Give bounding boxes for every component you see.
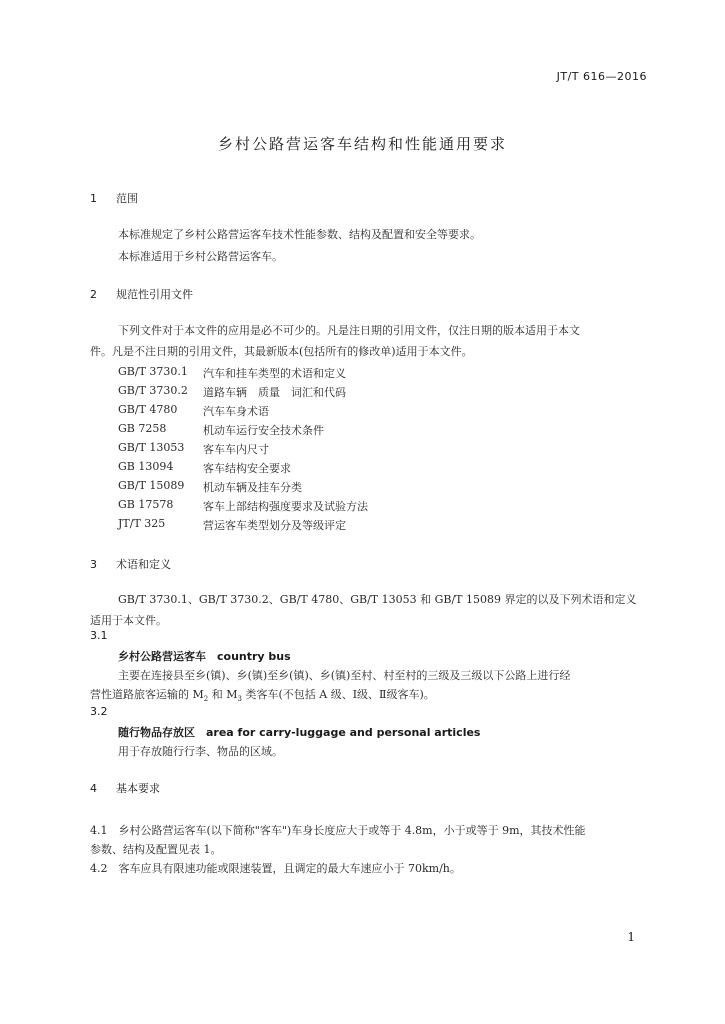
definition-text: 类客车(不包括 A 级、Ⅰ级、Ⅱ级客车)。	[241, 688, 435, 701]
reference-name: 机动车运行安全技术条件	[203, 424, 324, 437]
subscript: 2	[203, 695, 209, 704]
definition-text: 和 M	[208, 688, 238, 701]
reference-name: 客车结构安全要求	[203, 462, 291, 475]
paragraph: 适用于本文件。	[90, 614, 167, 627]
page-number: 1	[627, 930, 635, 944]
reference-name: 汽车车身术语	[203, 405, 269, 418]
term-number: 3.1	[90, 629, 108, 642]
paragraph: 本标准适用于乡村公路营运客车。	[118, 250, 283, 263]
paragraph: 4.2 客车应具有限速功能或限速装置，且调定的最大车速应小于 70km/h。	[90, 862, 461, 875]
section-number: 2	[90, 288, 97, 301]
definition-text: 营性道路旅客运输的 M	[90, 688, 204, 701]
reference-code: JT/T 325	[118, 517, 166, 530]
term-number: 3.2	[90, 705, 108, 718]
section-title: 规范性引用文件	[116, 288, 193, 301]
reference-name: 客车上部结构强度要求及试验方法	[203, 500, 368, 513]
term-title: 随行物品存放区 area for carry-luggage and personal articles	[118, 726, 481, 739]
reference-code: GB/T 3730.1	[118, 365, 188, 378]
reference-code: GB/T 3730.2	[118, 384, 188, 397]
reference-code: GB/T 15089	[118, 479, 185, 492]
reference-code: GB/T 13053	[118, 441, 185, 454]
paragraph: 本标准规定了乡村公路营运客车技术性能参数、结构及配置和安全等要求。	[118, 228, 481, 241]
section-1-heading	[90, 190, 138, 206]
paragraph: GB/T 3730.1、GB/T 3730.2、GB/T 4780、GB/T 13053 和 GB/T 15089 界定的以及下列术语和定义	[118, 593, 637, 606]
subscript: 3	[237, 695, 242, 704]
reference-code: GB 13094	[118, 460, 174, 473]
reference-name: 客车车内尺寸	[203, 443, 269, 456]
section-number: 4	[90, 782, 97, 795]
reference-name: 道路车辆 质量 词汇和代码	[203, 386, 346, 399]
section-number: 1	[90, 192, 97, 205]
paragraph: 参数、结构及配置见表 1。	[90, 843, 222, 856]
reference-code: GB 7258	[118, 422, 167, 435]
section-number: 3	[90, 558, 97, 571]
paragraph: 件。凡是不注日期的引用文件，其最新版本(包括所有的修改单)适用于本文件。	[90, 345, 473, 358]
section-3-heading	[90, 556, 171, 572]
section-title: 术语和定义	[116, 558, 171, 571]
term-definition: 用于存放随行行李、物品的区域。	[118, 745, 283, 758]
section-title: 范围	[116, 192, 138, 205]
standard-number: JT/T 616—2016	[556, 70, 647, 83]
reference-code: GB 17578	[118, 498, 174, 511]
section-2-heading	[90, 286, 193, 302]
term-definition: 主要在连接县至乡(镇)、乡(镇)至乡(镇)、乡(镇)至村、村至村的三级及三级以下公路上进行经	[118, 669, 571, 682]
reference-name: 机动车辆及挂车分类	[203, 481, 302, 494]
reference-name: 汽车和挂车类型的术语和定义	[203, 367, 346, 380]
reference-name: 营运客车类型划分及等级评定	[203, 519, 346, 532]
document-title: 乡村公路营运客车结构和性能通用要求	[217, 135, 507, 153]
section-title: 基本要求	[116, 782, 160, 795]
paragraph: 4.1 乡村公路营运客车(以下简称"客车")车身长度应大于或等于 4.8m，小于或等于 9m，其技术性能	[90, 824, 586, 837]
paragraph: 下列文件对于本文件的应用是必不可少的。凡是注日期的引用文件，仅注日期的版本适用于本文	[118, 324, 580, 337]
section-4-heading	[90, 780, 160, 796]
term-definition	[90, 686, 435, 703]
reference-code: GB/T 4780	[118, 403, 178, 416]
term-title: 乡村公路营运客车 country bus	[118, 650, 291, 663]
